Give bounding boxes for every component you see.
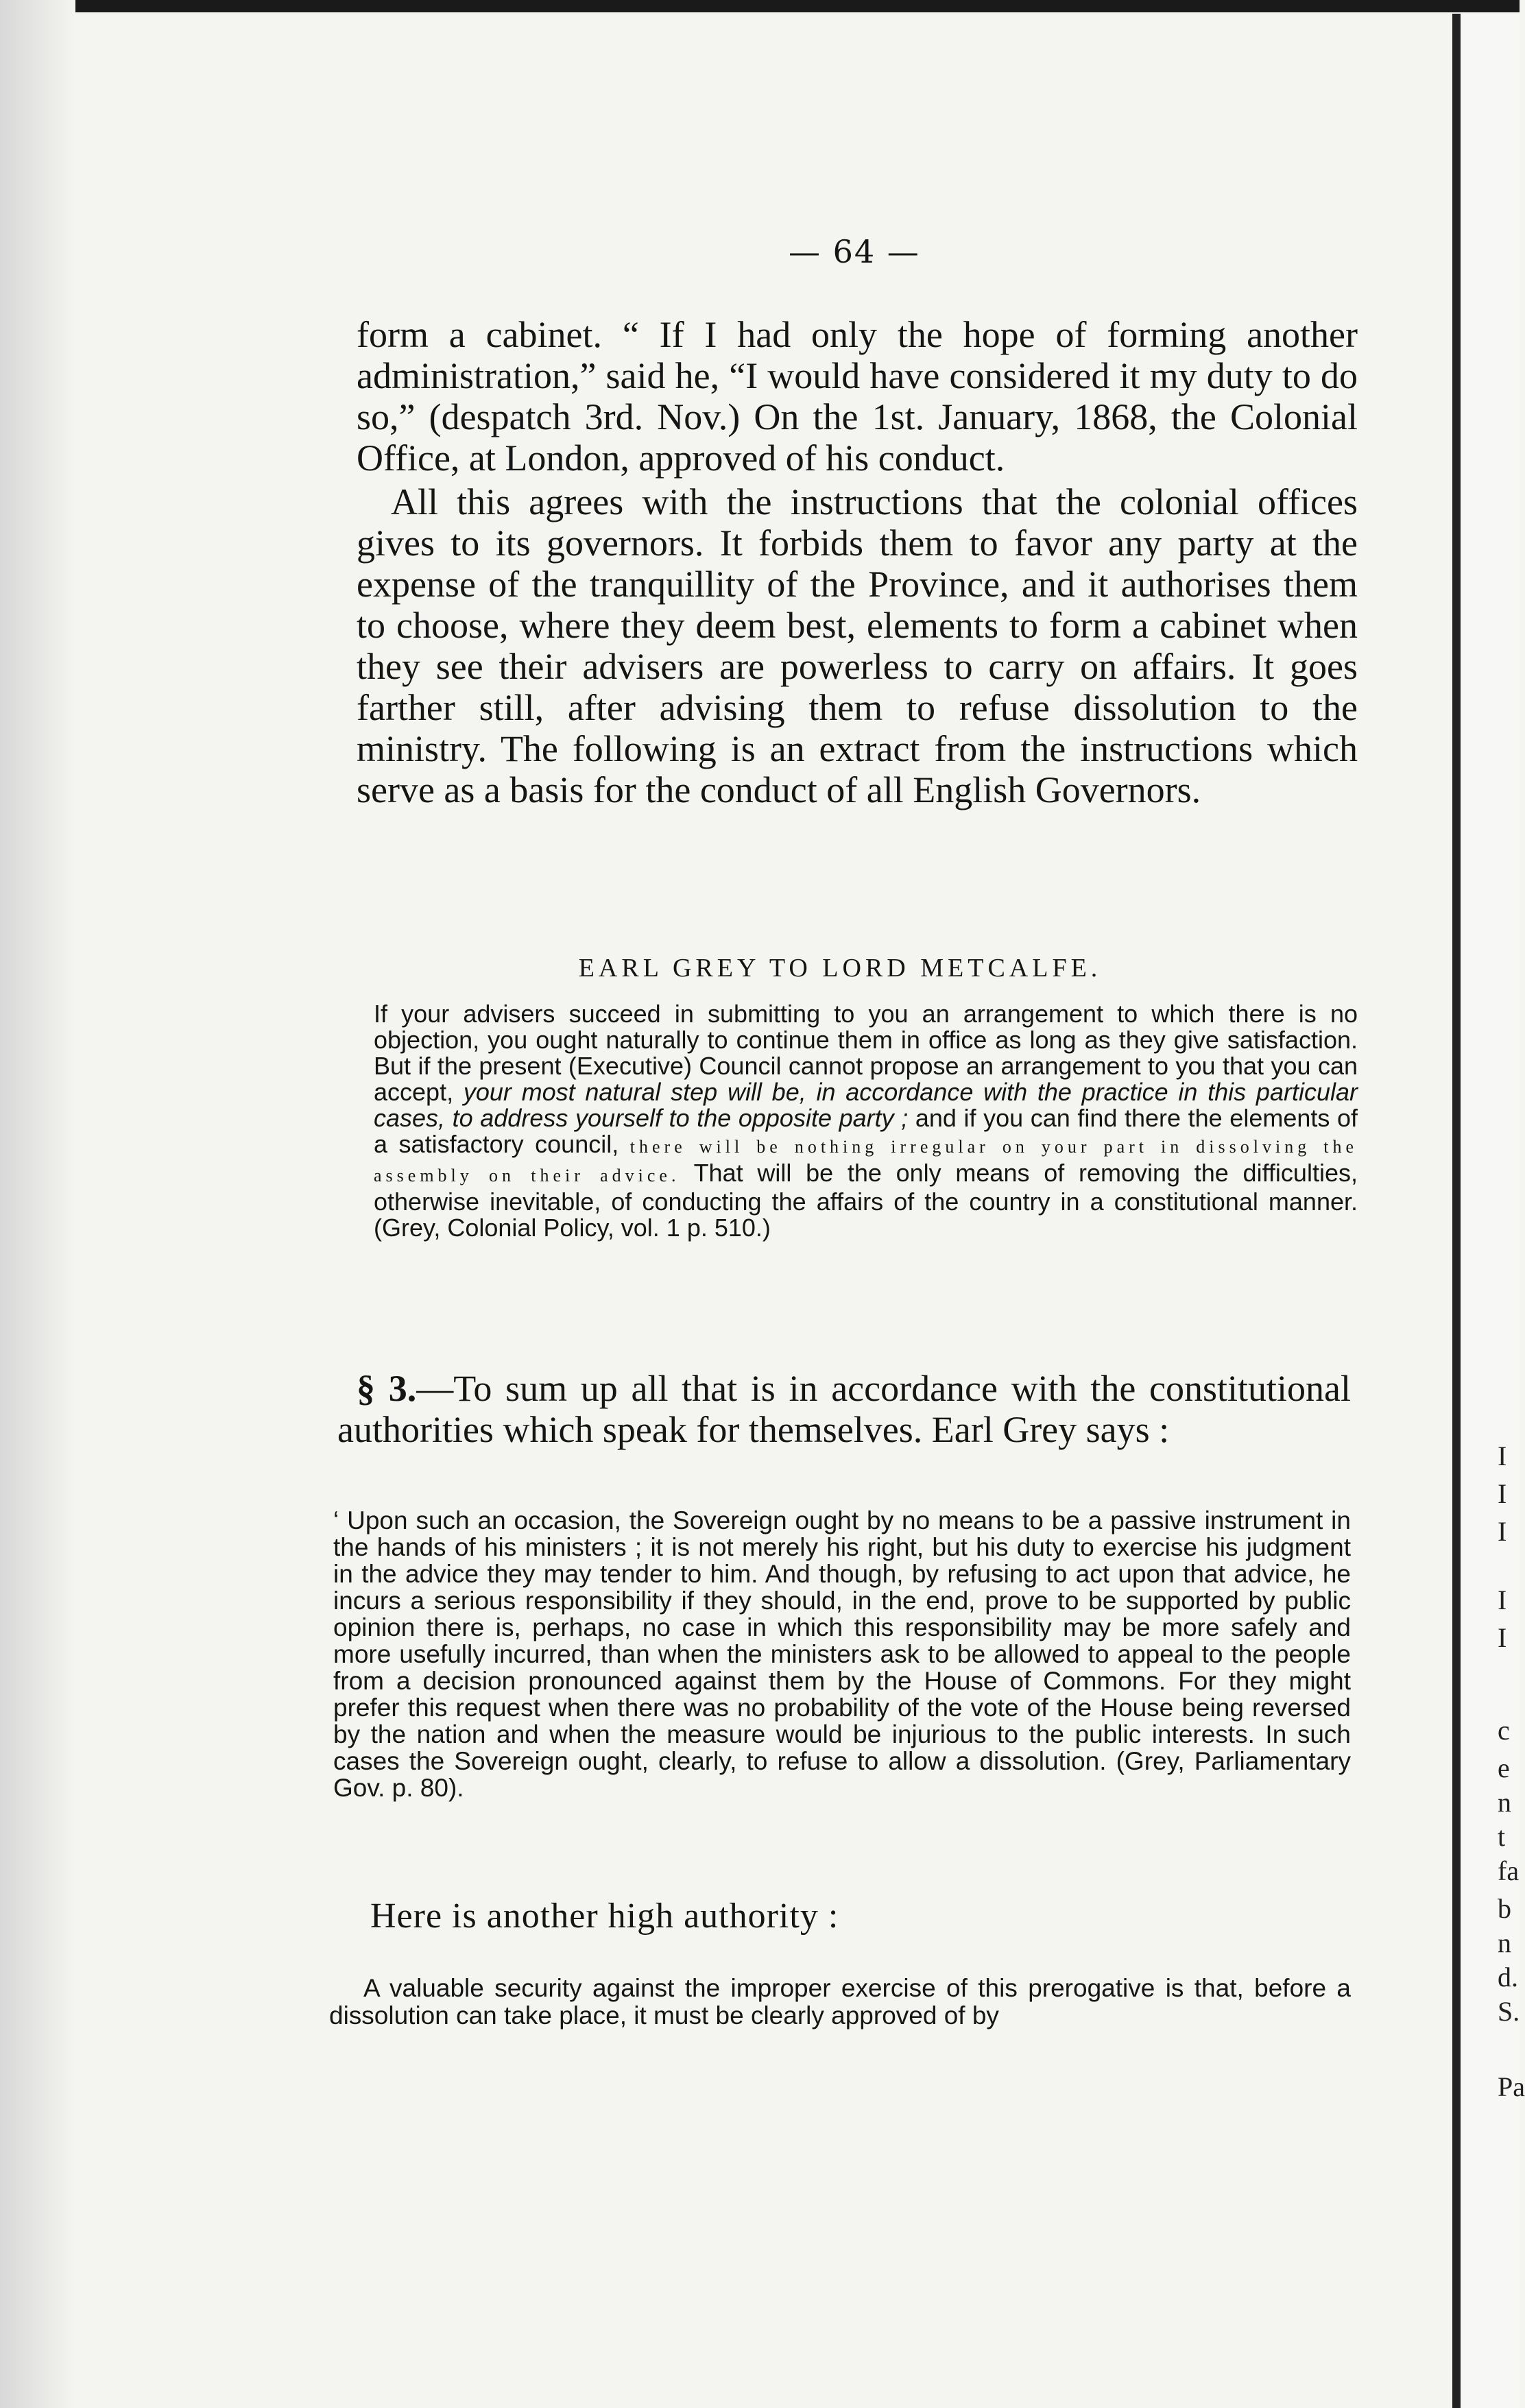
fragment-char: n [1498,1787,1511,1818]
quotation-high-authority: A valuable security against the improper exercise of this prerogative is that, before a dissolution can take place, it must be clearly approved of by [329,1974,1351,2030]
quote-text: If your advisers succeed in submitting to you an arrangement to which there is no objection, you ought naturally to continue them in office as long as they give satisfaction. But if the present (Executive) Council cannot propose an arrangement to you that you can accept, [374,1000,1358,1106]
fragment-char: Pa [1498,2071,1525,2102]
quote-text: and if you can find there the elements of a satisfactory council, [374,1104,1358,1158]
quote-small-caps-text: there will be nothing irregular on your part in dissolving the assembly on their advice. [374,1137,1358,1185]
section-number: § 3. [357,1368,417,1409]
fragment-char: I [1498,1516,1507,1547]
adjacent-page-fragment [1461,14,1525,2408]
quote-text: That will be the only means of removing the difficulties, otherwise inevitable, of conducting the affairs of the country in a constitutional manner. (Grey, Colonial Policy, vol. 1 p. 510.) [374,1159,1358,1242]
section-text: —To sum up all that is in accordance with the constitutional authorities which speak for themselves. Earl Grey says : [337,1368,1351,1450]
fragment-char: I [1498,1441,1507,1471]
book-page [322,233,1358,2359]
fragment-char: t [1498,1821,1506,1852]
subheading: Here is another high authority : [370,1897,839,1936]
fragment-char: n [1498,1927,1511,1958]
page-number: — 64 — [789,233,920,270]
fragment-char: d. [1498,1962,1518,1992]
scan-left-shadow [0,0,75,2408]
fragment-char: e [1498,1753,1510,1783]
fragment-char: fa [1498,1855,1520,1886]
quotation-parliamentary-gov: ‘ Upon such an occasion, the Sovereign ought by no means to be a passive instrument in the hands of his ministers ; it is not merely his right, but his duty to exercise his judgment in the advice they may tender to him. And though, by refusing to act upon that advice, he incurs a serious responsibility if they should, in the end, prove to be supported by public opinion there is, perhaps, no case in which this responsibility may be more safely and more usefully incurred, than when the ministers ask to be allowed to appeal to the people from a decision pronounced against them by the House of Commons. For they might prefer this request when there was no probability of the vote of the House being reversed by the nation and when the measure would be injurious to the public interests. In such cases the Sovereign ought, clearly, to refuse to allow a dissolution. (Grey, Parliamentary Gov. p. 80). [333,1506,1351,1802]
fragment-char: I [1498,1585,1507,1615]
quotation-earl-grey-metcalfe [374,1001,1358,1241]
fragment-char: I [1498,1478,1507,1509]
paragraph-2: All this agrees with the instructions that the colonial offices gives to its governors. It forbids them to favor any party at the expense of the tranquillity of the Province, and it authorises them to choose, where they deem best, elements to form a cabinet when they see their advisers are powerless to carry on affairs. It goes farther still, after advising them to refuse dissolution to the ministry. The following is an extract from the instructions which serve as a basis for the conduct of all English Governors. [357,481,1358,810]
fragment-char: S. [1498,1996,1520,2027]
page-gutter-edge [1452,14,1461,2408]
section-3-paragraph [337,1368,1351,1450]
quote-italic-text: your most natural step will be, in accordance with the practice in this particular cases, to address yourself to the opposite party ; [374,1078,1358,1132]
fragment-char: I [1498,1622,1507,1653]
fragment-char: c [1498,1715,1510,1746]
quote-heading: EARL GREY TO LORD METCALFE. [578,954,1102,983]
paragraph-1: form a cabinet. “ If I had only the hope of forming another administration,” said he, “I would have considered it my duty to do so,” (despatch 3rd. Nov.) On the 1st. January, 1868, the Colonial Office, at London, approved of his conduct. [357,314,1358,479]
scan-top-border [0,0,1520,12]
body-paragraphs [357,314,1358,810]
fragment-char: b [1498,1893,1511,1924]
